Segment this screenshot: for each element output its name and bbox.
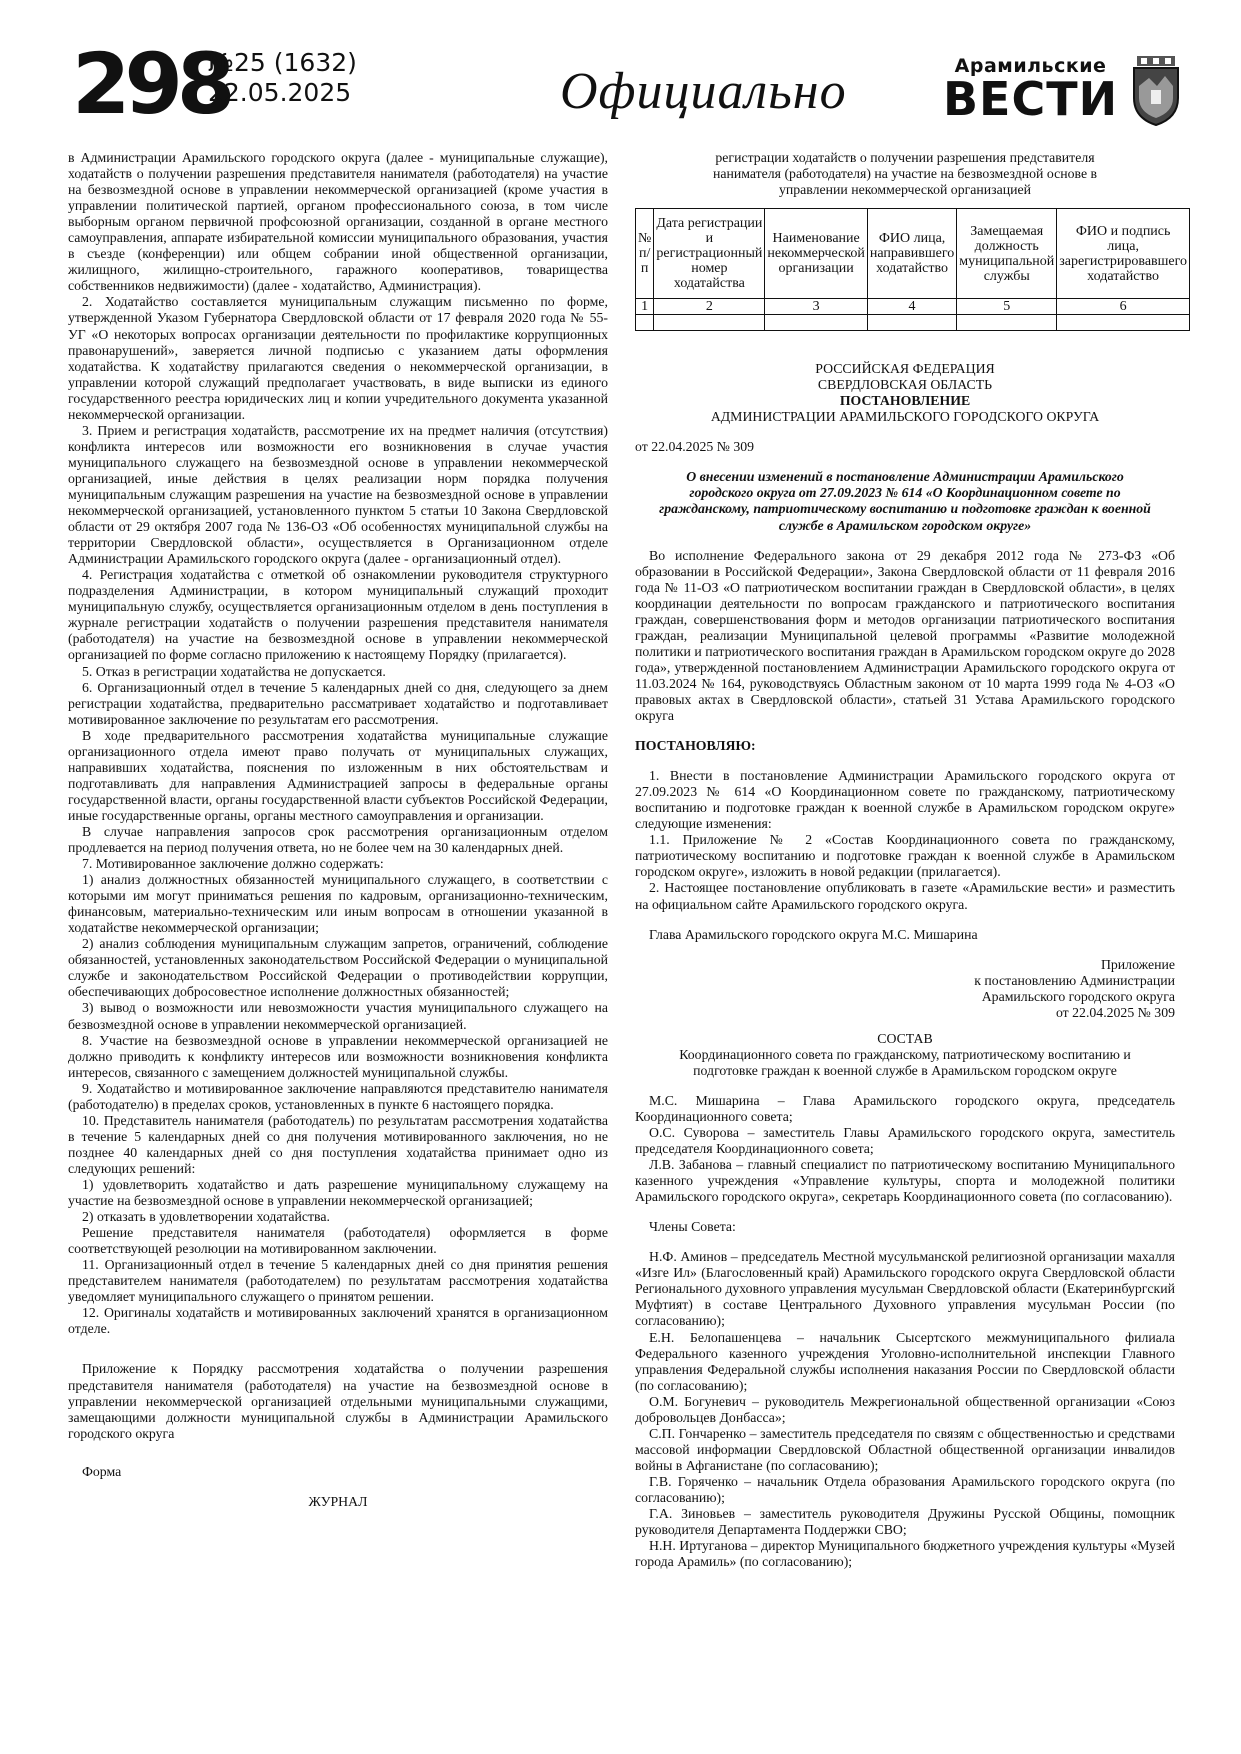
table-header-cell: № п/п — [636, 209, 654, 299]
logo-main-text: ВЕСТИ — [943, 72, 1119, 126]
form-label: Форма — [82, 1463, 122, 1479]
table-cell — [765, 315, 868, 331]
member-entry: Л.В. Забанова – главный специалист по патриотическому воспитанию Муниципального казенного учреждения «Управление культуры, спорта и молодежной политики Арамильского городского округа», секретарь Координационного совета (по согласованию). — [635, 1157, 1175, 1205]
table-cell: 2 — [654, 299, 765, 315]
journal-heading: ЖУРНАЛ — [308, 1493, 368, 1509]
paragraph: 1. Внести в постановление Администрации Арамильского городского округа от 27.09.2023 № 614 «О Координационном совете по гражданскому, патриотическому воспитанию и подготовке граждан к военной службе в Арамильском городском округе» следующие изменения: — [635, 768, 1175, 832]
paragraph: 6. Организационный отдел в течение 5 календарных дней со дня, следующего за днем регистрации ходатайства, предварительно рассматривает ходатайство и подготавливает мотивированное заключение по результатам его рассмотрения. — [68, 679, 608, 727]
member-entry: Г.В. Горяченко – начальник Отдела образования Арамильского городского округа (по согласованию); — [635, 1473, 1175, 1505]
member-entry: Е.Н. Белопашенцева – начальник Сысертского межмуниципального филиала Федерального казенного учреждения Уголовно-исполнительной инспекции Главного управления Федеральной службы исполнения наказания России по Свердловской области (по согласованию); — [635, 1329, 1175, 1393]
appendix-note: Приложение к Порядку рассмотрения ходатайства о получении разрешения представителя нанимателя (работодателя) на участие на безвозмездной основе в управлении некоммерческой организацией отдельными муниципальными служащими, замещающими должности муниципальной службы в Администрации Арамильского городского округа — [68, 1361, 608, 1441]
issue-number: №25 (1632) — [208, 48, 357, 77]
table-cell — [654, 315, 765, 331]
paragraph: 3) вывод о возможности или невозможности участия муниципального служащего на безвозмездной основе в управлении некоммерческой организацией. — [68, 1000, 608, 1032]
paragraph: В ходе предварительного рассмотрения ходатайства муниципальные служащие организационного отдела имеют право получать от муниципальных служащих, направивших ходатайства, пояснения по изложенным в них обстоятельствам и подготавливать для направления Администрацией запросы в федеральные органы государственной власти, органы государственной власти субъектов Российской Федерации, иные государственные органы, органы местного самоуправления и организации. — [68, 727, 608, 823]
issue-info — [208, 48, 357, 108]
table-cell — [867, 315, 956, 331]
paragraph: 1) анализ должностных обязанностей муниципального служащего, в соответствии с которыми им могут приниматься решения по кадровым, организационно-техническим, финансовым, материально-техническим или иным вопросам в отношении указанной в ходатайстве некоммерческой организации; — [68, 872, 608, 936]
paragraph: 2. Ходатайство составляется муниципальным служащим письменно по форме, утвержденной Указом Губернатора Свердловской области от 17 февраля 2020 года № 55-УГ «О некоторых вопросах организации деятельности по профилактике коррупционных правонарушений», заверяется личной подписью с указанием даты оформления ходатайства. К ходатайству прилагаются сведения о некоммерческой организации, в управлении которой служащий предполагает участвовать, в виде выписки из единого государственного реестра юридических лиц и копии учредительного документа указанной некоммерческой организации. — [68, 294, 608, 422]
decree-heading: ПОСТАНОВЛЕНИЕ — [839, 393, 971, 409]
paragraph: Во исполнение Федерального закона от 29 декабря 2012 года № 273-ФЗ «Об образовании в Российской Федерации», Закона Свердловской области от 11 февраля 2016 года № 11-ОЗ «О патриотическом воспитании граждан в Свердловской области», в целях координации деятельности по вопросам гражданского и патриотического воспитания граждан, совершенствования форм и методов организации патриотического воспитания граждан, реализации Муниципальной целевой программы «Развитие молодежной политики и патриотического воспитания граждан в Арамильском городском округе до 2028 года», утвержденной постановлением Администрации Арамильского городского округа от 11.03.2024 № 164, руководствуясь Областным законом от 10 марта 1999 года № 4-ОЗ «О правовых актах в Свердловской области», статьей 31 Устава Арамильского городского округа — [635, 547, 1175, 724]
paragraph: 7. Мотивированное заключение должно содержать: — [82, 856, 384, 872]
appendix-line: к постановлению Администрации — [974, 972, 1175, 988]
member-entry: О.М. Богуневич – руководитель Межрегиональной общественной организации «Союз добровольцев Донбасса»; — [635, 1393, 1175, 1425]
table-cell: 6 — [1057, 299, 1190, 315]
paragraph: 9. Ходатайство и мотивированное заключение направляются представителю нанимателя (работодателю) в пределах сроков, установленных в пункте 6 настоящего порядка. — [68, 1080, 608, 1112]
table-cell: 5 — [957, 299, 1057, 315]
appendix-block — [635, 957, 1175, 1021]
table-header-cell: Замещаемая должность муниципальной службы — [957, 209, 1057, 299]
table-cell: 3 — [765, 299, 868, 315]
member-entry: Н.Ф. Аминов – председатель Местной мусульманской религиозной организации махалля «Изге Ил» (Благословенный край) Арамильского городского округа Свердловской области Регионального духовного управления мусульман Свердловской области (Екатеринбургский Муфтият) в составе Центрального Духовного управления мусульман России (по согласованию); — [635, 1249, 1175, 1329]
table-header-row — [636, 209, 1190, 299]
newspaper-logo — [943, 55, 1119, 126]
section-title: Официально — [560, 63, 847, 120]
paragraph: 3. Прием и регистрация ходатайств, рассмотрение их на предмет наличия (отсутствия) конфликта интересов или возможности его возникновения в случае участия муниципального служащего на безвозмездной основе в управлении некоммерческой организацией, иные действия в целях реализации норм порядка получения муниципальным служащим разрешения на участие на безвозмездной основе в управлении некоммерческой организацией, установленного пунктом 5 статьи 10 Закона Свердловской области от 29 октября 2007 года № 136-ОЗ «Об особенностях муниципальной службы на территории Свердловской области», осуществляется в Организационном отделе Администрации Арамильского городского округа (далее - организационный отдел). — [68, 422, 608, 567]
table-cell — [957, 315, 1057, 331]
masthead — [0, 0, 1241, 150]
left-column — [68, 150, 608, 1510]
member-entry: С.П. Гончаренко – заместитель председателя по связям с общественностью и средствами массовой информации Свердловской Областной общественной организации инвалидов войны в Афганистане (по согласованию); — [635, 1425, 1175, 1473]
resolve-heading: ПОСТАНОВЛЯЮ: — [635, 738, 756, 754]
table-row — [636, 299, 1190, 315]
paragraph: 12. Оригиналы ходатайств и мотивированных заключений хранятся в организационном отделе. — [68, 1305, 608, 1337]
member-entry: Н.Н. Иртуганова – директор Муниципального бюджетного учреждения культуры «Музей города Арамиль» (по согласованию); — [635, 1538, 1175, 1570]
paragraph: 11. Организационный отдел в течение 5 календарных дней со дня принятия решения представителем нанимателя (работодателем) по результатам рассмотрения ходатайства уведомляет муниципального служащего о принятом решении. — [68, 1257, 608, 1305]
country-heading: РОССИЙСКАЯ ФЕДЕРАЦИЯ — [815, 361, 995, 377]
appendix-line: Приложение — [1100, 956, 1175, 972]
paragraph: 4. Регистрация ходатайства с отметкой об ознакомлении руководителя структурного подразделения Администрации, в котором муниципальный служащий проходит муниципальную службу, осуществляется организационным отделом в день поступления в журнале регистрации ходатайств о получении разрешения представителя нанимателя (работодателя) на участие на безвозмездной основе в управлении некоммерческой организацией по форме согласно приложению к настоящему Порядку (прилагается). — [68, 567, 608, 663]
decree-title: О внесении изменений в постановление Администрации Арамильского городского округа от 27.09.2023 № 614 «О Координационном совете по гражданскому, патриотическому воспитанию и подготовке граждан к военной службе в Арамильском городском округе» — [659, 469, 1151, 533]
table-header-cell: ФИО и подпись лица, зарегистрировавшего ходатайство — [1057, 209, 1190, 299]
table-row — [636, 315, 1190, 331]
table-cell — [1057, 315, 1190, 331]
signature: Глава Арамильского городского округа М.С. Мишарина — [649, 926, 978, 942]
table-cell: 4 — [867, 299, 956, 315]
paragraph: 5. Отказ в регистрации ходатайства не допускается. — [82, 663, 386, 679]
right-column — [635, 150, 1188, 1570]
member-entry: Г.А. Зиновьев – заместитель руководителя Дружины Русской Общины, помощник руководителя Департамента Поддержки СВО; — [635, 1506, 1175, 1538]
paragraph: 1.1. Приложение № 2 «Состав Координационного совета по гражданскому, патриотическому воспитанию и подготовке граждан к военной службе в Арамильском городском округе», изложить в новой редакции (прилагается). — [635, 832, 1175, 880]
members-heading: Члены Совета: — [649, 1219, 736, 1235]
issue-date: 22.05.2025 — [208, 78, 352, 107]
journal-table — [635, 208, 1190, 331]
table-header-cell: Дата регистрации и регистрационный номер ходатайства — [654, 209, 765, 299]
logo-top-text: Арамильские — [954, 55, 1107, 77]
table-header-cell: ФИО лица, направившего ходатайство — [867, 209, 956, 299]
composition-subtitle: Координационного совета по гражданскому, патриотическому воспитанию и подготовке граждан к военной службе в Арамильском городском округе — [679, 1046, 1131, 1078]
paragraph: 8. Участие на безвозмездной основе в управлении некоммерческой организацией не должно приводить к конфликту интересов или возможности возникновения конфликта интересов, связанного с замещением должностей муниципальной службы. — [68, 1032, 608, 1080]
decree-date: от 22.04.2025 № 309 — [635, 439, 755, 455]
paragraph: 1) удовлетворить ходатайство и дать разрешение муниципальному служащему на участие на безвозмездной основе в управлении некоммерческой организацией; — [68, 1177, 608, 1209]
member-entry: О.С. Суворова – заместитель Главы Арамильского городского округа, заместитель председателя Координационного совета; — [635, 1125, 1175, 1157]
paragraph: 10. Представитель нанимателя (работодатель) по результатам рассмотрения ходатайства в течение 5 календарных дней со дня получения мотивированного заключения, но не позднее 40 календарных дней со дня поступления ходатайства принимает одно из следующих решений: — [68, 1112, 608, 1176]
journal-title: регистрации ходатайств о получении разрешения представителя нанимателя (работодателя) на участие на безвозмездной основе в управлении некоммерческой организацией — [712, 150, 1098, 198]
table-cell — [636, 315, 654, 331]
composition-heading: СОСТАВ — [877, 1030, 933, 1046]
admin-heading: АДМИНИСТРАЦИИ АРАМИЛЬСКОГО ГОРОДСКОГО ОКРУГА — [710, 409, 1100, 425]
paragraph: В случае направления запросов срок рассмотрения организационным отделом продлевается на период получения ответа, но не более чем на 30 календарных дней. — [68, 823, 608, 856]
appendix-line: от 22.04.2025 № 309 — [1055, 1004, 1175, 1020]
paragraph: 2) анализ соблюдения муниципальным служащим запретов, ограничений, соблюдение обязанностей, установленных законодательством Российской Федерации о муниципальной службе и законодательством Российской Федерации о противодействии коррупции, обеспечивающих добросовестное исполнение должностных обязанностей; — [68, 936, 608, 1000]
paragraph: Решение представителя нанимателя (работодателя) оформляется в форме соответствующей резолюции на мотивированном заключении. — [68, 1225, 608, 1257]
page-number: 298 — [72, 35, 230, 133]
member-entry: М.С. Мишарина – Глава Арамильского городского округа, председатель Координационного совета; — [635, 1092, 1175, 1124]
table-header-cell: Наименование некоммерческой организации — [765, 209, 868, 299]
coat-of-arms-icon — [1131, 56, 1181, 126]
table-cell: 1 — [636, 299, 654, 315]
paragraph: в Администрации Арамильского городского округа (далее - муниципальные служащие), ходатайств о получении разрешения представителя нанимателя (работодателя) на участие на безвозмездной основе в управлении некоммерческой организацией (кроме участия в управлении политической партией, органом профессионального союза, в том числе выборным органом первичной профсоюзной организации, созданной в органе местного самоуправления, аппарате избирательной комиссии муниципального образования, участия в съезде (конференции) или общем собрании иной общественной организации, жилищного, жилищно-строительного, гаражного кооперативов, товарищества собственников недвижимости) (далее - ходатайство, Администрация). — [68, 150, 608, 294]
region-heading: СВЕРДЛОВСКАЯ ОБЛАСТЬ — [817, 377, 993, 393]
appendix-line: Арамильского городского округа — [981, 988, 1175, 1004]
paragraph: 2. Настоящее постановление опубликовать в газете «Арамильские вести» и разместить на официальном сайте Арамильского городского округа. — [635, 880, 1175, 912]
paragraph: 2) отказать в удовлетворении ходатайства. — [82, 1209, 330, 1225]
